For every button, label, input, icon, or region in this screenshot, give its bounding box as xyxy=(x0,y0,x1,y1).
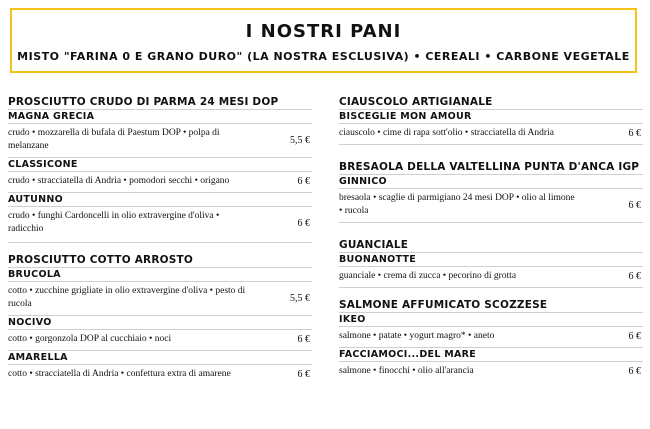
item-price: 6 € xyxy=(297,369,310,380)
section-title: BRESAOLA DELLA VALTELLINA PUNTA D'ANCA IGP xyxy=(339,161,640,173)
item-name: BRUCOLA xyxy=(8,267,312,281)
section-title: PROSCIUTTO COTTO ARROSTO xyxy=(8,254,194,266)
item-description: crudo • stracciatella di Andria • pomodori secchi • origano xyxy=(8,176,230,186)
bread-types: MISTO "FARINA 0 E GRANO DURO" (LA NOSTRA ESCLUSIVA) • CEREALI • CARBONE VEGETALE xyxy=(17,50,630,63)
item-name: BUONANOTTE xyxy=(339,252,643,266)
section-title: PROSCIUTTO CRUDO DI PARMA 24 MESI DOP xyxy=(8,96,279,108)
item-name: FACCIAMOCI...DEL MARE xyxy=(339,347,643,361)
item-description: bresaola • scaglie di parmigiano 24 mesi DOP • olio al limone • rucola xyxy=(339,193,575,216)
item-price: 5,5 € xyxy=(290,292,310,304)
page-title: I NOSTRI PANI xyxy=(245,21,402,42)
item-description: salmone • finocchi • olio all'arancia xyxy=(339,366,474,376)
item-description: cotto • gorgonzola DOP al cucchiaio • noci xyxy=(8,334,172,344)
menu-item xyxy=(8,171,312,192)
menu-header xyxy=(10,8,637,73)
menu-item xyxy=(8,329,312,350)
left-column xyxy=(8,96,312,385)
item-name: GINNICO xyxy=(339,174,643,188)
item-name: BISCEGLIE MON AMOUR xyxy=(339,109,643,123)
item-description: crudo • mozzarella di bufala di Paestum DOP • polpa di melanzane xyxy=(8,128,220,151)
right-column xyxy=(339,96,643,382)
item-description: ciauscolo • cime di rapa sott'olio • stracciatella di Andria xyxy=(339,128,554,138)
item-price: 6 € xyxy=(628,128,641,139)
item-description: cotto • stracciatella di Andria • confettura extra di amarene xyxy=(8,369,231,379)
menu-item xyxy=(339,266,643,287)
item-description: guanciale • crema di zucca • pecorino di grotta xyxy=(339,271,517,281)
item-name: MAGNA GRECIA xyxy=(8,109,312,123)
item-price: 6 € xyxy=(628,331,641,342)
menu-item xyxy=(8,281,312,315)
item-price: 5,5 € xyxy=(290,134,310,146)
item-description: crudo • funghi Cardoncelli in olio extravergine d'oliva • radicchio xyxy=(8,211,220,234)
item-description: salmone • patate • yogurt magro* • aneto xyxy=(339,331,495,341)
item-price: 6 € xyxy=(628,366,641,377)
section-title: CIAUSCOLO ARTIGIANALE xyxy=(339,96,493,108)
item-name: AUTUNNO xyxy=(8,192,312,206)
section-bresaola xyxy=(339,161,643,222)
item-price: 6 € xyxy=(297,334,310,345)
menu-item xyxy=(8,206,312,240)
item-price: 6 € xyxy=(628,199,641,211)
section-title: SALMONE AFFUMICATO SCOZZESE xyxy=(339,299,548,311)
item-price: 6 € xyxy=(297,217,310,229)
section-prosciutto-crudo xyxy=(8,96,312,240)
section-title: GUANCIALE xyxy=(339,239,409,251)
item-name: NOCIVO xyxy=(8,315,312,329)
menu-item xyxy=(8,123,312,157)
section-salmone xyxy=(339,299,643,382)
menu-item xyxy=(339,361,643,382)
item-description: cotto • zucchine grigliate in olio extravergine d'oliva • pesto di rucola xyxy=(8,286,246,309)
item-price: 6 € xyxy=(297,176,310,187)
item-price: 6 € xyxy=(628,271,641,282)
section-prosciutto-cotto xyxy=(8,254,312,385)
menu-item xyxy=(339,188,643,222)
item-name: IKEO xyxy=(339,312,643,326)
section-ciauscolo xyxy=(339,96,643,144)
section-guanciale xyxy=(339,239,643,287)
menu-item xyxy=(339,123,643,144)
menu-item xyxy=(8,364,312,385)
menu-item xyxy=(339,326,643,347)
item-name: CLASSICONE xyxy=(8,157,312,171)
item-name: AMARELLA xyxy=(8,350,312,364)
